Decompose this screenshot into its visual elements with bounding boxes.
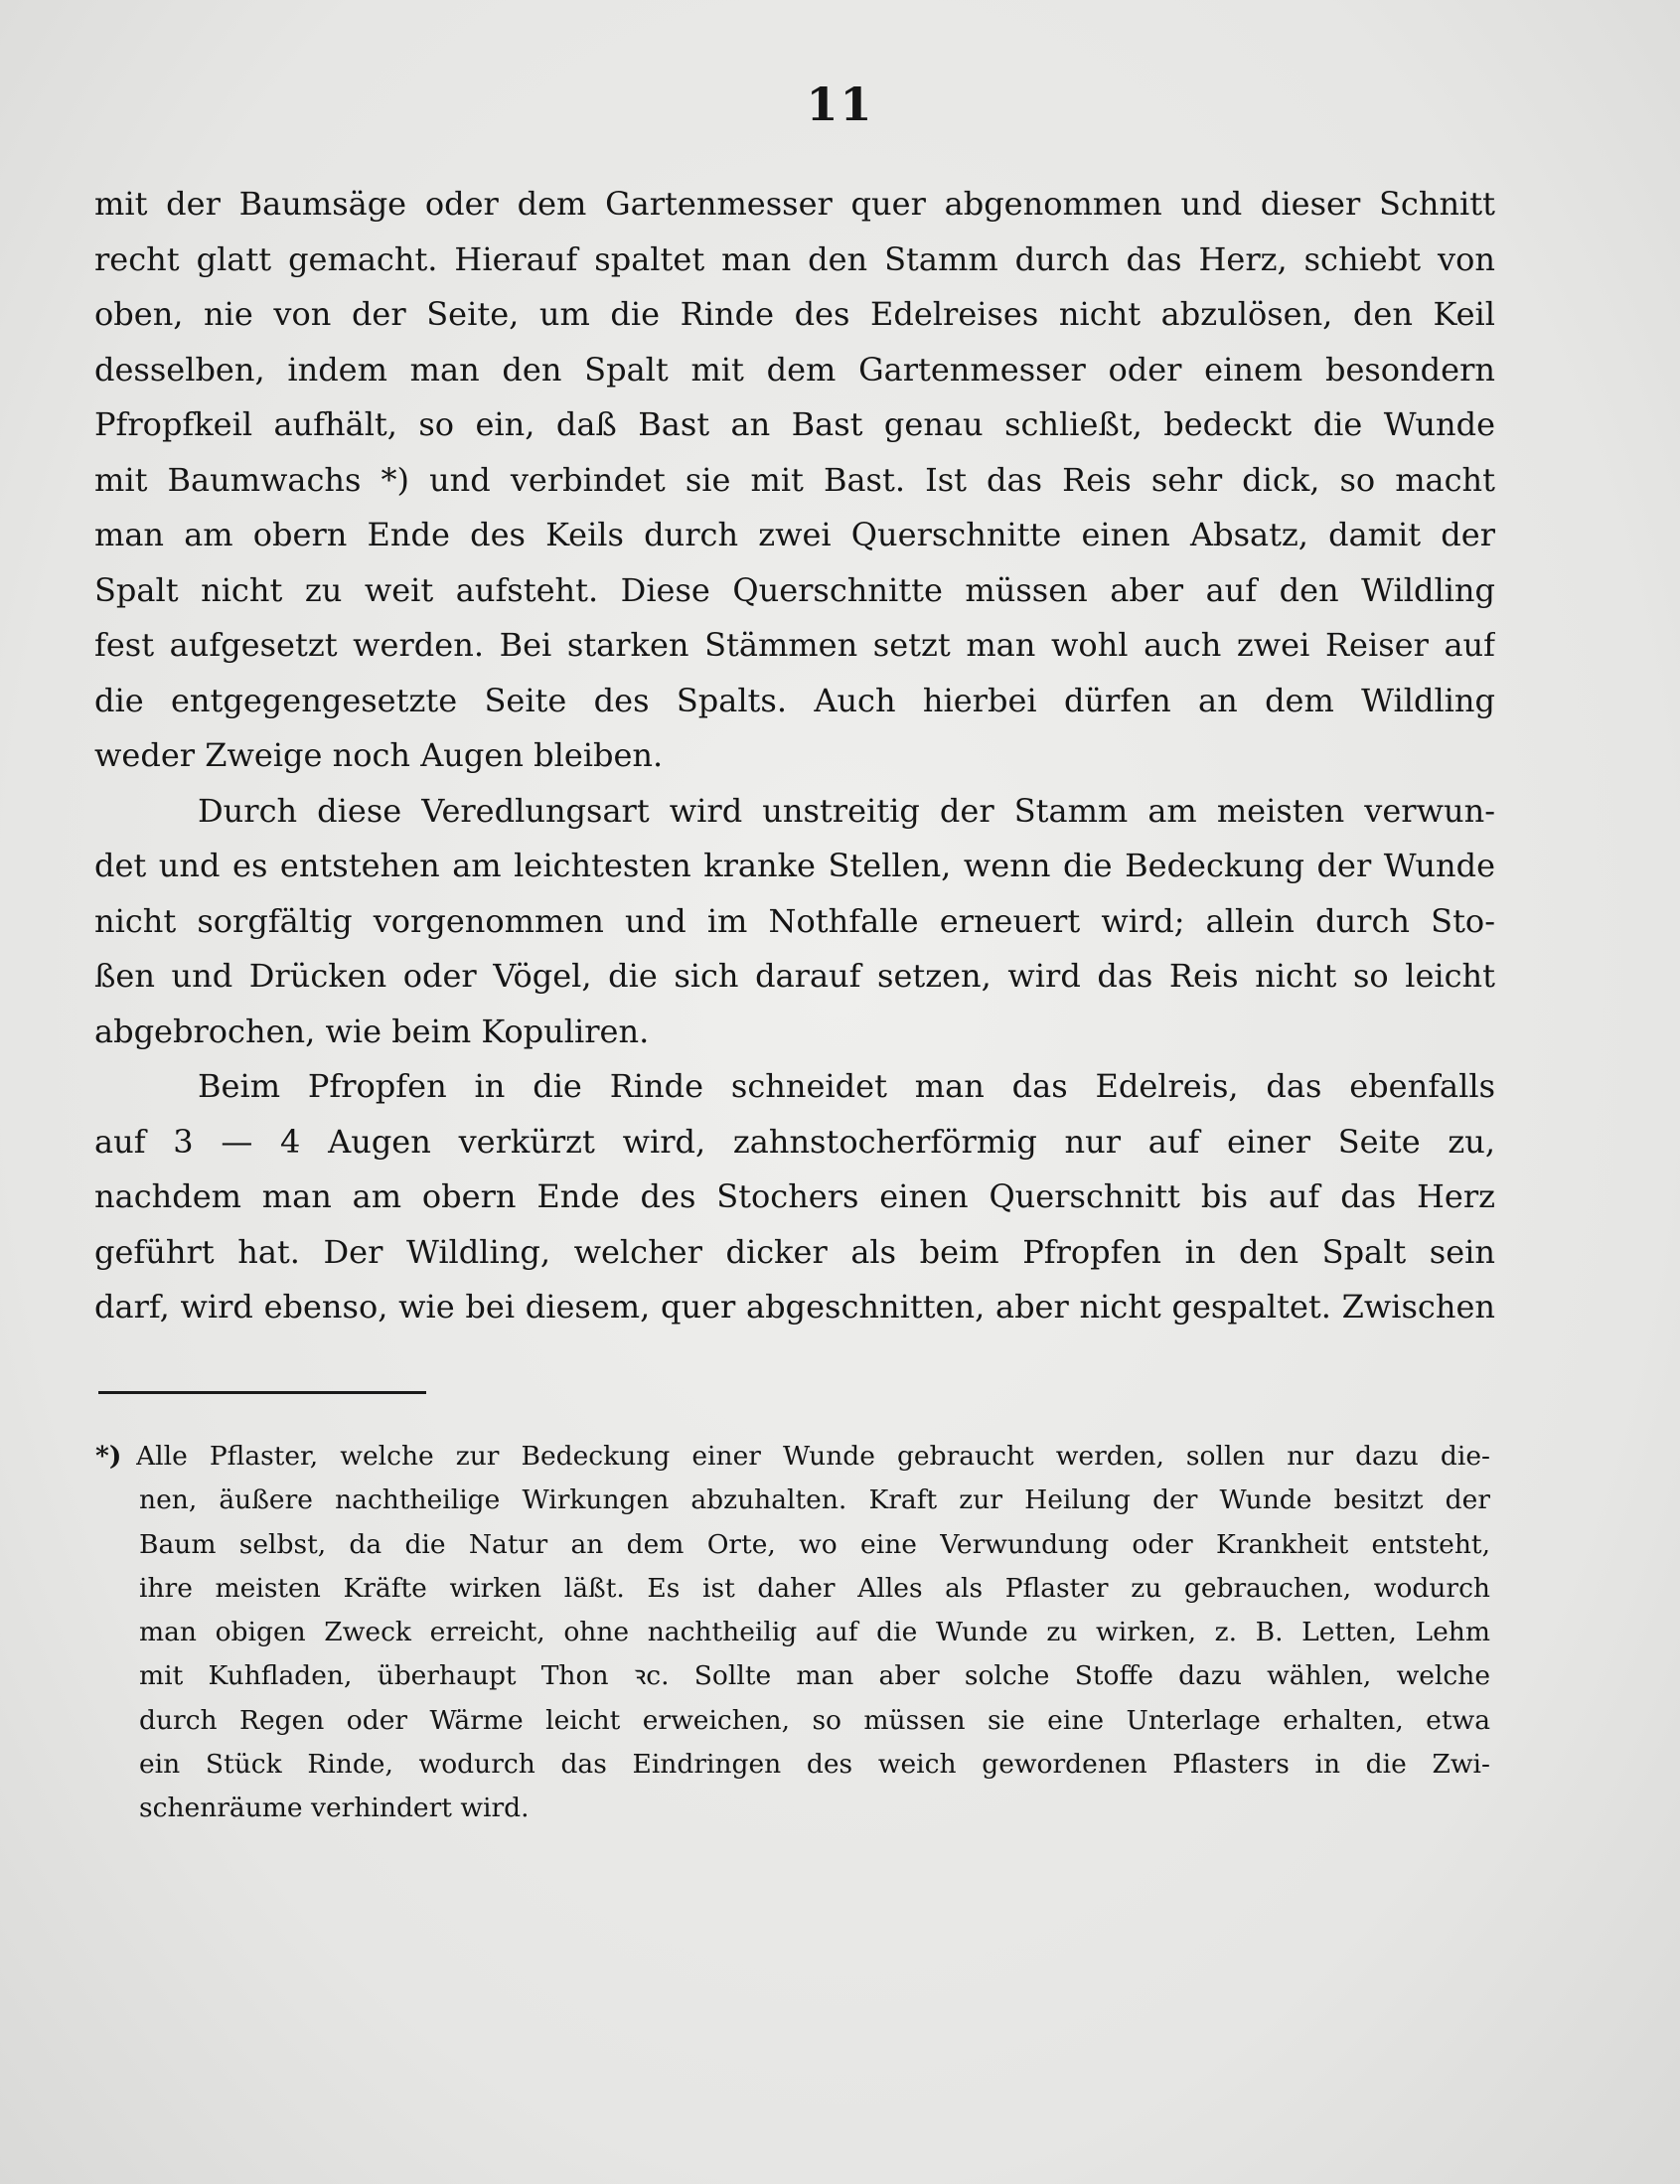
text-line: Pfropfkeil aufhält, so ein, daß Bast an Bast genau schließt, bedeckt die Wunde: [94, 405, 1495, 443]
text-line: desselben, indem man den Spalt mit dem Gartenmesser oder einem besondern: [94, 350, 1495, 389]
footnote-line: Baum selbst, da die Natur an dem Orte, wo eine Verwundung oder Krankheit entsteht,: [139, 1528, 1490, 1560]
text-line: mit Baumwachs *) und verbindet sie mit Bast. Ist das Reis sehr dick, so macht: [94, 460, 1495, 499]
footnote-line: nen, äußere nachtheilige Wirkungen abzuhalten. Kraft zur Heilung der Wunde besitzt der: [139, 1484, 1490, 1516]
text-line: man am obern Ende des Keils durch zwei Querschnitte einen Absatz, damit der: [94, 516, 1495, 553]
text-line: nachdem man am obern Ende des Stochers einen Querschnitt bis auf das Herz: [94, 1177, 1495, 1215]
text-line: weder Zweige noch Augen bleiben.: [94, 736, 664, 774]
text-line: abgebrochen, wie beim Kopuliren.: [94, 1012, 650, 1050]
main-text-block: [94, 177, 1495, 1335]
text-line: darf, wird ebenso, wie bei diesem, quer abgeschnitten, aber nicht gespaltet. Zwischen: [94, 1288, 1495, 1326]
footnote-line: mit Kuhfladen, überhaupt Thon ꝛc. Sollte man aber solche Stoffe dazu wählen, welche: [139, 1660, 1490, 1692]
footnote-block: [136, 1435, 1490, 1831]
text-line: Spalt nicht zu weit aufsteht. Diese Querschnitte müssen aber auf den Wildling: [94, 570, 1495, 609]
text-line: nicht sorgfältig vorgenommen und im Nothfalle erneuert wird; allein durch Sto-: [94, 901, 1495, 940]
text-line: fest aufgesetzt werden. Bei starken Stämmen setzt man wohl auch zwei Reiser auf: [94, 626, 1495, 664]
text-line: det und es entstehen am leichtesten kranke Stellen, wenn die Bedeckung der Wunde: [94, 847, 1495, 884]
text-line: die entgegengesetzte Seite des Spalts. Auch hierbei dürfen an dem Wildling: [94, 681, 1495, 719]
text-line: Durch diese Veredlungsart wird unstreitig der Stamm am meisten verwun-: [198, 791, 1495, 830]
text-line: recht glatt gemacht. Hierauf spaltet man den Stamm durch das Herz, schiebt von: [94, 239, 1495, 278]
page-number: 11: [806, 78, 874, 131]
footnote-line: schenräume verhindert wird.: [139, 1793, 530, 1824]
footnote-divider: [98, 1391, 426, 1394]
footnote-line: man obigen Zweck erreicht, ohne nachtheilig auf die Wunde zu wirken, z. B. Letten, Lehm: [139, 1617, 1490, 1648]
text-line: Beim Pfropfen in die Rinde schneidet man das Edelreis, das ebenfalls: [198, 1067, 1495, 1105]
text-line: oben, nie von der Seite, um die Rinde des Edelreises nicht abzulösen, den Keil: [94, 295, 1495, 333]
text-line: ßen und Drücken oder Vögel, die sich darauf setzen, wird das Reis nicht so leicht: [94, 957, 1495, 995]
footnote-marker: *): [95, 1441, 122, 1472]
footnote-line: durch Regen oder Wärme leicht erweichen, so müssen sie eine Unterlage erhalten, etwa: [139, 1704, 1490, 1736]
text-line: mit der Baumsäge oder dem Gartenmesser quer abgenommen und dieser Schnitt: [94, 185, 1495, 223]
footnote-line: ihre meisten Kräfte wirken läßt. Es ist daher Alles als Pflaster zu gebrauchen, wodurch: [139, 1572, 1490, 1604]
text-line: geführt hat. Der Wildling, welcher dicker als beim Pfropfen in den Spalt sein: [94, 1232, 1495, 1271]
text-line: auf 3 — 4 Augen verkürzt wird, zahnstocherförmig nur auf einer Seite zu,: [94, 1122, 1495, 1161]
footnote-line: Alle Pflaster, welche zur Bedeckung einer Wunde gebraucht werden, sollen nur dazu die-: [136, 1441, 1490, 1472]
footnote-line: ein Stück Rinde, wodurch das Eindringen des weich gewordenen Pflasters in die Zwi-: [139, 1749, 1490, 1781]
